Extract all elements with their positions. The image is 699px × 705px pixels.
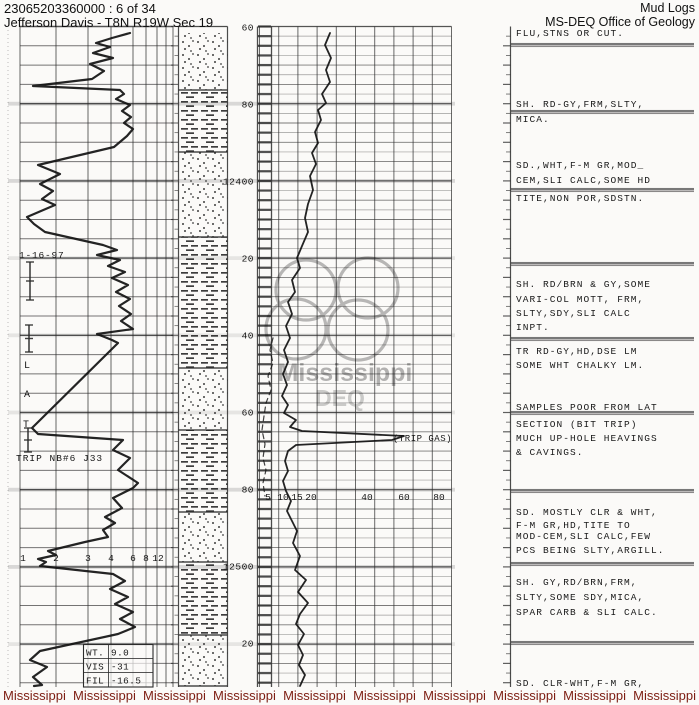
svg-text:-16.5: -16.5 bbox=[111, 675, 142, 687]
svg-text:10: 10 bbox=[277, 492, 289, 503]
footer-watermark-word: Mississippi bbox=[143, 688, 206, 703]
annotation-line: MICA. bbox=[516, 114, 550, 125]
annotation-line: SD.,WHT,F-M GR,MOD_ bbox=[516, 160, 645, 171]
svg-text:12400: 12400 bbox=[222, 176, 254, 188]
svg-text:FIL: FIL bbox=[86, 675, 105, 687]
footer-watermark-word: Mississippi bbox=[3, 688, 66, 703]
annotation-line: SH. RD/BRN & GY,SOME bbox=[516, 279, 652, 290]
annotation-line: SLTY,SOME SDY,MICA, bbox=[516, 592, 645, 603]
annotation-line: TR RD-GY,HD,DSE LM bbox=[516, 346, 638, 357]
annotation-line: INPT. bbox=[516, 322, 550, 333]
svg-text:T: T bbox=[23, 420, 30, 431]
well-location: Jefferson Davis - T8N R19W Sec 19 bbox=[4, 15, 214, 30]
annotation-line: VARI-COL MOTT, FRM, bbox=[516, 294, 645, 305]
document-id: 23065203360000 : 6 of 34 bbox=[4, 1, 156, 16]
annotation-line: MUCH UP-HOLE HEAVINGS bbox=[516, 433, 658, 444]
svg-text:6: 6 bbox=[130, 553, 136, 564]
annotation-line: PCS BEING SLTY,ARGILL. bbox=[516, 545, 665, 556]
svg-text:40: 40 bbox=[241, 330, 254, 342]
footer-watermark-word: Mississippi bbox=[73, 688, 136, 703]
svg-text:Mississippi: Mississippi bbox=[277, 359, 413, 387]
svg-text:80: 80 bbox=[241, 99, 254, 111]
svg-text:(TRIP GAS): (TRIP GAS) bbox=[393, 434, 453, 444]
svg-text:60: 60 bbox=[241, 407, 254, 419]
svg-text:2: 2 bbox=[53, 553, 59, 564]
document-type: Mud Logs bbox=[640, 1, 695, 15]
footer-watermark-word: Mississippi bbox=[423, 688, 486, 703]
svg-text:VIS: VIS bbox=[86, 661, 105, 673]
agency-name: MS-DEQ Office of Geology bbox=[545, 15, 695, 29]
annotation-line: CEM,SLI CALC,SOME HD bbox=[516, 175, 652, 186]
svg-text:15: 15 bbox=[291, 492, 303, 503]
annotation-line: SPAR CARB & SLI CALC. bbox=[516, 607, 658, 618]
footer-watermark-word: Mississippi bbox=[563, 688, 626, 703]
annotation-line: SECTION (BIT TRIP) bbox=[516, 419, 638, 430]
annotation-line: FLU,STNS OR CUT. bbox=[516, 28, 625, 39]
watermark-footer-row bbox=[0, 688, 699, 705]
svg-text:5: 5 bbox=[265, 492, 271, 503]
annotation-line: TITE,NON POR,SDSTN. bbox=[516, 193, 645, 204]
svg-text:40: 40 bbox=[361, 492, 373, 503]
svg-text:80: 80 bbox=[241, 484, 254, 496]
annotation-line: F-M GR,HD,TITE TO bbox=[516, 520, 631, 531]
svg-text:80: 80 bbox=[433, 492, 445, 503]
annotation-line: & CAVINGS. bbox=[516, 447, 584, 458]
svg-text:20: 20 bbox=[241, 638, 254, 650]
svg-text:12500: 12500 bbox=[222, 561, 254, 573]
svg-text:A: A bbox=[24, 390, 31, 401]
annotation-line: SH. GY,RD/BRN,FRM, bbox=[516, 577, 638, 588]
svg-text:12: 12 bbox=[152, 553, 164, 564]
annotation-line: SH. RD-GY,FRM,SLTY, bbox=[516, 99, 645, 110]
svg-text:8: 8 bbox=[143, 553, 149, 564]
annotation-line: SD. MOSTLY CLR & WHT, bbox=[516, 507, 658, 518]
footer-watermark-word: Mississippi bbox=[283, 688, 346, 703]
svg-text:WT.: WT. bbox=[86, 647, 105, 659]
svg-text:DEQ: DEQ bbox=[315, 385, 365, 411]
svg-text:20: 20 bbox=[241, 253, 254, 265]
footer-watermark-word: Mississippi bbox=[353, 688, 416, 703]
svg-text:1-16-97: 1-16-97 bbox=[19, 250, 65, 261]
svg-text:TRIP NB#6 J33: TRIP NB#6 J33 bbox=[16, 453, 104, 464]
annotation-line: SD. CLR-WHT,F-M GR, bbox=[516, 678, 645, 689]
annotation-line: SOME WHT CHALKY LM. bbox=[516, 360, 645, 371]
svg-text:1: 1 bbox=[20, 553, 26, 564]
annotation-line: SAMPLES POOR FROM LAT bbox=[516, 402, 658, 413]
footer-watermark-word: Mississippi bbox=[213, 688, 276, 703]
svg-text:60: 60 bbox=[241, 22, 254, 34]
footer-watermark-word: Mississippi bbox=[493, 688, 556, 703]
annotation-line: SLTY,SDY,SLI CALC bbox=[516, 308, 631, 319]
svg-text:20: 20 bbox=[305, 492, 317, 503]
annotation-line: MOD-CEM,SLI CALC,FEW bbox=[516, 531, 652, 542]
svg-text:L: L bbox=[24, 361, 31, 372]
svg-text:-31: -31 bbox=[111, 661, 130, 673]
svg-text:3: 3 bbox=[85, 553, 91, 564]
footer-watermark-word: Mississippi bbox=[633, 688, 696, 703]
svg-text:4: 4 bbox=[108, 553, 114, 564]
svg-text:60: 60 bbox=[398, 492, 410, 503]
svg-text:9.0: 9.0 bbox=[111, 647, 130, 659]
